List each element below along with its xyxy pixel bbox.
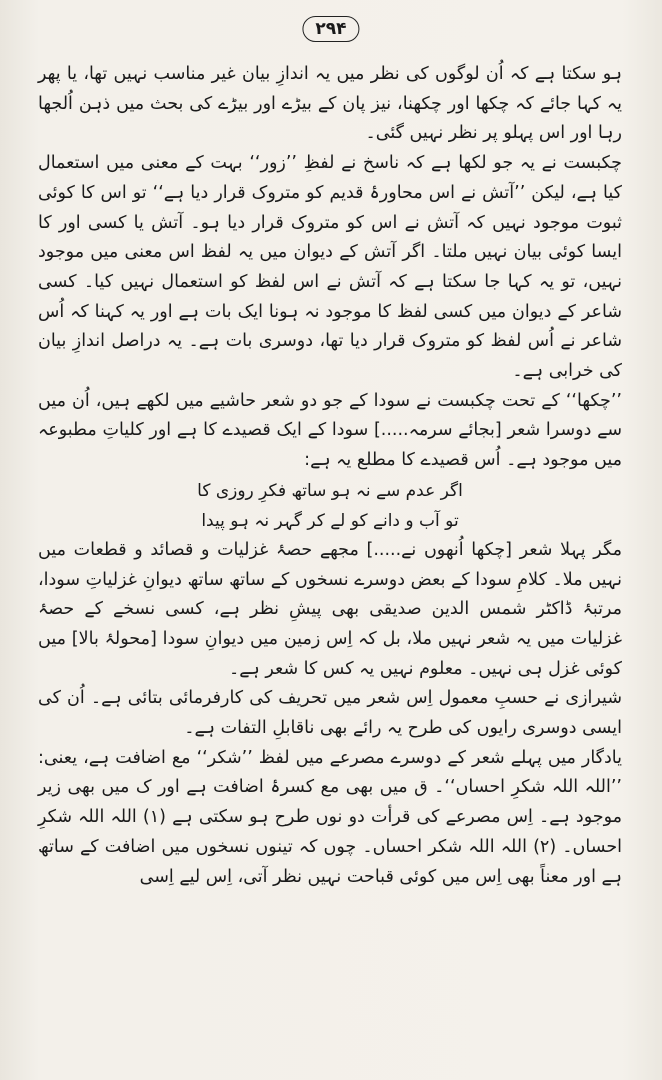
paragraph: ’’چکھا‘‘ کے تحت چکبست نے سودا کے جو دو شعر حاشیے میں لکھے ہیں، اُن میں سے دوسرا شعر [بجائے سرمہ.....] سودا کے ایک قصیدے کا ہے اور کلیاتِ مطبوعہ میں موجود ہے۔ اُس قصیدے کا مطلع یہ ہے: bbox=[38, 390, 622, 471]
paragraph: شیرازی نے حسبِ معمول اِس شعر میں تحریف کی کارفرمائی بتائی ہے۔ اُن کی ایسی دوسری رایوں کی طرح یہ رائے بھی ناقابلِ التفات ہے۔ bbox=[38, 688, 622, 739]
paragraph: ہو سکتا ہے کہ اُن لوگوں کی نظر میں یہ اندازِ بیان غیر مناسب نہیں تھا، یا پھر یہ کہا جائے کہ چکھا اور چکھنا، نیز پان کے بیڑے اور بیڑے کی بحث میں ذہن اُلجھا رہا اور اس پہلو پر نظر نہیں گئی۔ bbox=[38, 64, 622, 144]
verse-line: اگر عدم سے نہ ہو ساتھ فکرِ روزی کا bbox=[197, 480, 463, 501]
paragraph: مگر پہلا شعر [چکھا اُنھوں نے.....] مجھے حصۂ غزلیات و قصائد و قطعات میں نہیں ملا۔ کلامِ سودا کے بعض دوسرے نسخوں کے ساتھ ساتھ دیوانِ غزلیاتِ سودا، مرتبۂ ڈاکٹر شمس الدین صدیقی بھی پیشِ نظر ہے، کسی نسخے کے حصۂ غزلیات میں یہ شعر نہیں ملا، بل کہ اِس زمین میں دیوانِ سودا [محولۂ بالا] میں کوئی غزل ہی نہیں۔ معلوم نہیں یہ کس کا شعر ہے۔ bbox=[38, 539, 622, 679]
verse-line: تو آب و دانے کو لے کر گہر نہ ہو پیدا bbox=[201, 510, 459, 531]
page-body bbox=[38, 60, 622, 892]
paragraph: چکبست نے یہ جو لکھا ہے کہ ناسخ نے لفظِ ’’زور‘‘ بہت کے معنی میں استعمال کیا ہے، لیکن ’’آتش نے اس محاورۂ قدیم کو متروک قرار دیا ہے‘‘ تو اس کا کوئی ثبوت موجود نہیں کہ آتش نے اس کو متروک قرار دیا ہو۔ آتش یا کسی اور کا ایسا کوئی بیان نہیں ملتا۔ اگر آتش کے دیوان میں یہ لفظ اس معنی میں موجود نہیں، تو یہ کہا جا سکتا ہے کہ آتش نے اس لفظ کو استعمال نہیں کیا۔ کسی شاعر کے دیوان میں کسی لفظ کا موجود نہ ہونا ایک بات ہے اور یہ کہنا کہ اُس شاعر نے اُس لفظ کو متروک قرار دیا تھا، دوسری بات ہے۔ یہ دراصل اندازِ بیان کی خرابی ہے۔ bbox=[38, 153, 622, 382]
page-number: ۲۹۴ bbox=[302, 16, 359, 42]
paragraph: یادگار میں پہلے شعر کے دوسرے مصرعے میں لفظ ’’شکر‘‘ مع اضافت ہے، یعنی: ’’اللہ اللہ شکرِ احساں‘‘۔ ق میں بھی مع کسرۂ اضافت ہے اور ک میں بھی زیر موجود ہے۔ اِس مصرعے کی قرأت دو نوں طرح ہو سکتی ہے (۱) اللہ اللہ شکرِ احساں۔ (۲) اللہ اللہ شکر احساں۔ چوں کہ تینوں نسخوں میں اضافت کے ساتھ ہے اور معناً بھی اِس میں کوئی قباحت نہیں نظر آتی، اِس لیے اِسی bbox=[38, 747, 622, 887]
